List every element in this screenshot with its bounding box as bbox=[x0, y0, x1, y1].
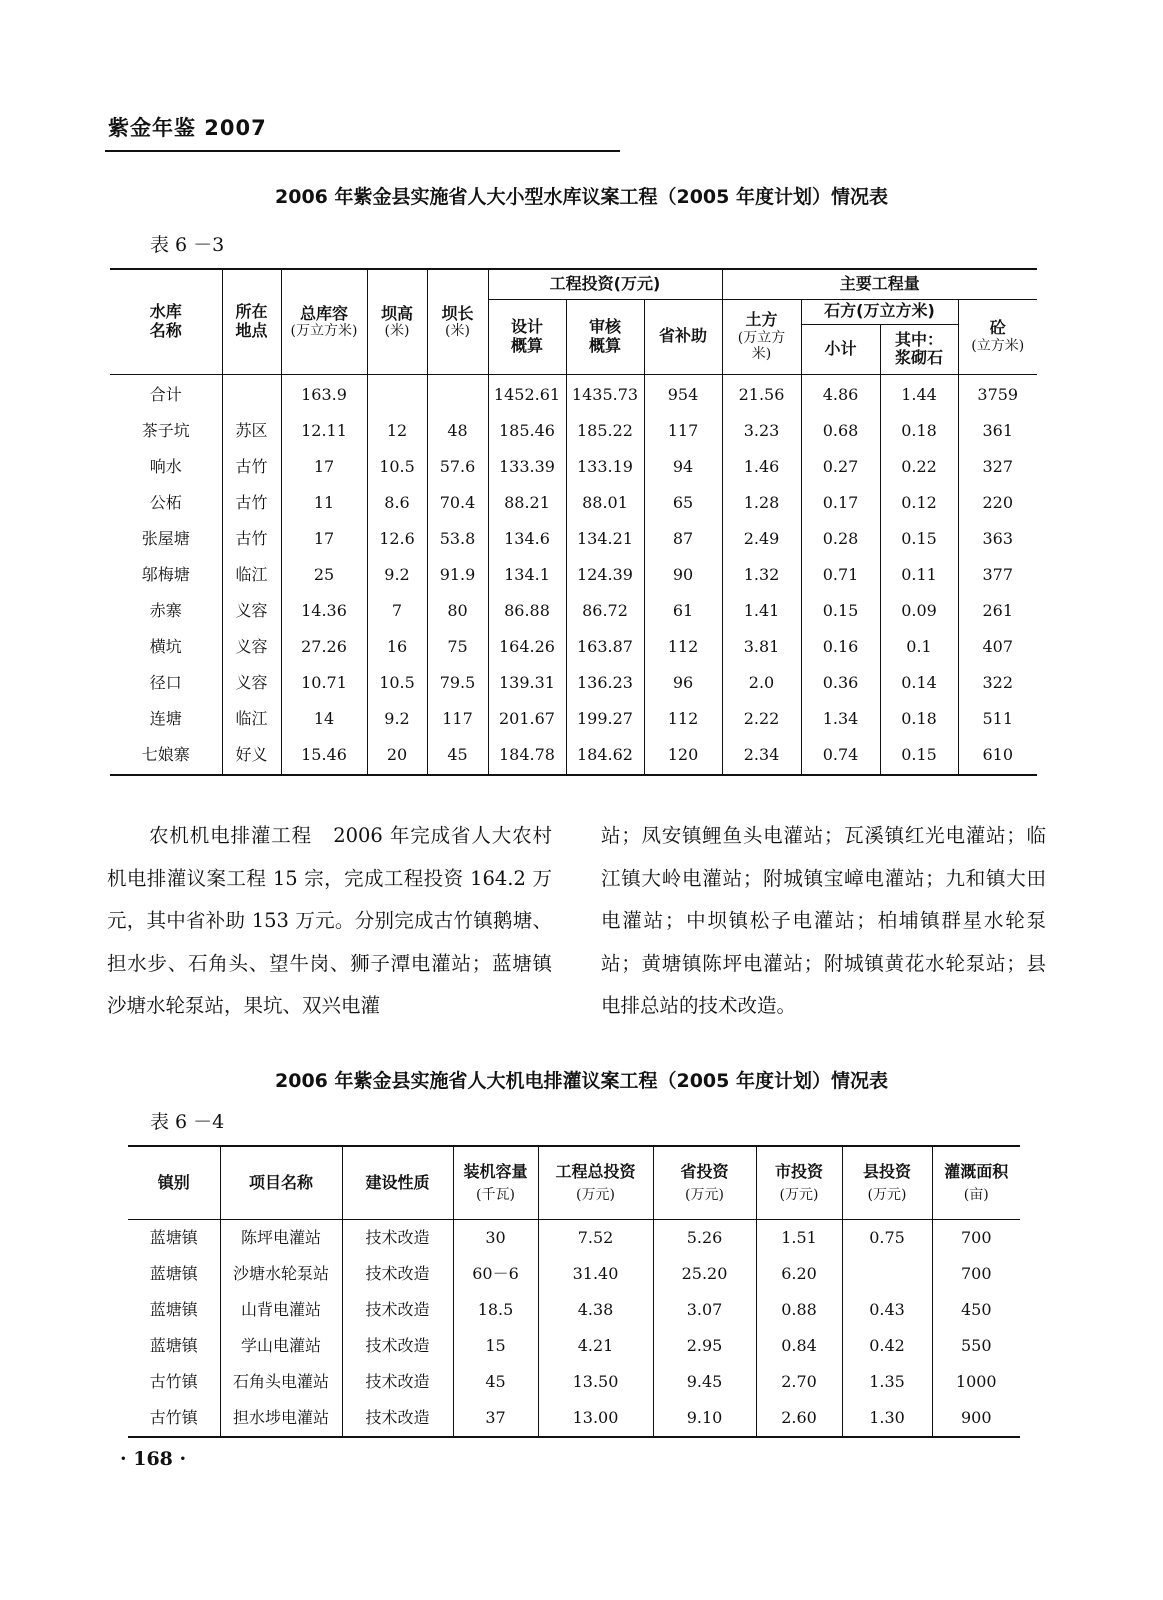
table-cell: 2.0 bbox=[722, 666, 801, 702]
table-cell: 363 bbox=[982, 529, 1014, 549]
table-cell: 2.70 bbox=[756, 1364, 842, 1400]
table-cell: 径口 bbox=[110, 666, 222, 702]
table-cell: 2.49 bbox=[722, 522, 801, 558]
table-cell: 3759 bbox=[977, 385, 1019, 405]
table-cell: 12 bbox=[367, 414, 427, 450]
table-cell: 322 bbox=[982, 673, 1014, 693]
table-cell: 11 bbox=[281, 486, 367, 522]
table-cell: 0.28 bbox=[801, 522, 880, 558]
table-cell: 45 bbox=[453, 1364, 538, 1400]
table-cell: 25.20 bbox=[653, 1256, 756, 1292]
table-cell: 4.21 bbox=[538, 1328, 653, 1364]
table-cell: 61 bbox=[644, 594, 722, 630]
table-cell: 185.46 bbox=[488, 414, 566, 450]
table-cell: 134.6 bbox=[488, 522, 566, 558]
table-cell: 37 bbox=[453, 1400, 538, 1437]
table-cell: 1.35 bbox=[842, 1364, 932, 1400]
table-cell: 377 bbox=[982, 565, 1014, 585]
table-cell: 511 bbox=[982, 709, 1014, 729]
table-cell: 0.43 bbox=[842, 1292, 932, 1328]
table-cell: 0.1 bbox=[880, 630, 958, 666]
table-cell: 技术改造 bbox=[342, 1400, 453, 1437]
table-cell: 88.01 bbox=[566, 486, 644, 522]
table-cell: 88.21 bbox=[488, 486, 566, 522]
table-cell: 31.40 bbox=[538, 1256, 653, 1292]
table-cell: 8.6 bbox=[367, 486, 427, 522]
col-header-stone-subtotal: 小计 bbox=[801, 324, 880, 374]
table-cell: 蓝塘镇 bbox=[128, 1220, 220, 1257]
table-cell: 1.30 bbox=[842, 1400, 932, 1437]
table-cell: 327 bbox=[982, 457, 1014, 477]
table-row bbox=[110, 702, 1037, 738]
table-cell: 0.15 bbox=[801, 594, 880, 630]
table-cell: 201.67 bbox=[488, 702, 566, 738]
running-header: 紫金年鉴 2007 bbox=[108, 116, 267, 140]
table-cell: 0.22 bbox=[880, 450, 958, 486]
col-header-capacity: 总库容 (万立方米) bbox=[281, 269, 367, 374]
table-cell: 赤寨 bbox=[110, 594, 222, 630]
table-cell: 邬梅塘 bbox=[110, 558, 222, 594]
table-cell: 0.42 bbox=[842, 1328, 932, 1364]
col-header-dam-length: 坝长 (米) bbox=[427, 269, 488, 374]
table-row bbox=[110, 414, 1037, 450]
col-header: 省投资 (万元) bbox=[653, 1146, 756, 1220]
table-cell: 0.16 bbox=[801, 630, 880, 666]
table-cell: 0.18 bbox=[880, 702, 958, 738]
table-cell: 164.26 bbox=[488, 630, 566, 666]
table-cell: 古竹 bbox=[222, 522, 281, 558]
table-cell: 临江 bbox=[222, 558, 281, 594]
irrigation-table-header bbox=[128, 1146, 1020, 1220]
table-cell: 9.45 bbox=[653, 1364, 756, 1400]
table-cell: 133.39 bbox=[488, 450, 566, 486]
table-cell: 0.18 bbox=[880, 414, 958, 450]
col-header: 镇别 bbox=[128, 1146, 220, 1220]
table-row bbox=[128, 1292, 1020, 1328]
table-row bbox=[110, 666, 1037, 702]
table-cell: 134.1 bbox=[488, 558, 566, 594]
table-cell: 15.46 bbox=[281, 738, 367, 775]
table-cell: 0.68 bbox=[801, 414, 880, 450]
table-cell: 550 bbox=[960, 1335, 992, 1355]
table-cell: 0.15 bbox=[880, 522, 958, 558]
table-cell: 山背电灌站 bbox=[220, 1292, 342, 1328]
table-cell: 133.19 bbox=[566, 450, 644, 486]
table-cell: 沙塘水轮泵站 bbox=[220, 1256, 342, 1292]
table-cell: 临江 bbox=[222, 702, 281, 738]
col-header-design-estimate: 设计概算 bbox=[488, 299, 566, 374]
table-cell: 9.2 bbox=[367, 558, 427, 594]
col-header-stone-masonry: 其中：浆砌石 bbox=[880, 324, 958, 374]
table-row bbox=[110, 486, 1037, 522]
col-group-quantities: 主要工程量 bbox=[722, 269, 1037, 299]
table-cell: 10.5 bbox=[367, 450, 427, 486]
table-cell: 义容 bbox=[222, 630, 281, 666]
table-row bbox=[128, 1220, 1020, 1257]
table-cell: 0.84 bbox=[756, 1328, 842, 1364]
table-cell: 0.09 bbox=[880, 594, 958, 630]
table-cell: 1.44 bbox=[880, 374, 958, 414]
table-cell: 技术改造 bbox=[342, 1292, 453, 1328]
table-cell: 14 bbox=[281, 702, 367, 738]
table-cell: 610 bbox=[982, 745, 1014, 765]
col-header: 县投资 (万元) bbox=[842, 1146, 932, 1220]
col-header-province-subsidy: 省补助 bbox=[644, 299, 722, 374]
table-cell: 陈坪电灌站 bbox=[220, 1220, 342, 1257]
col-header-audit-estimate: 审核概算 bbox=[566, 299, 644, 374]
table-cell: 0.17 bbox=[801, 486, 880, 522]
col-header-name: 水库名称 bbox=[110, 269, 222, 374]
table-cell: 220 bbox=[982, 493, 1014, 513]
table-cell: 700 bbox=[960, 1263, 992, 1283]
table-cell: 60－6 bbox=[453, 1256, 538, 1292]
col-header-dam-height: 坝高 (米) bbox=[367, 269, 427, 374]
table-cell: 15 bbox=[453, 1328, 538, 1364]
table-cell: 担水埗电灌站 bbox=[220, 1400, 342, 1437]
table-cell: 86.72 bbox=[566, 594, 644, 630]
table-cell: 57.6 bbox=[427, 450, 488, 486]
table-cell: 80 bbox=[427, 594, 488, 630]
paragraph-right: 站；凤安镇鲤鱼头电灌站；瓦溪镇红光电灌站；临江镇大岭电灌站；附城镇宝嶂电灌站；九和镇大田电灌站；中坝镇松子电灌站；柏埔镇群星水轮泵站；黄塘镇陈坪电灌站；附城镇黄花水轮泵站；县电排总站的技术改造。 bbox=[601, 824, 1046, 1017]
table2-title: 2006 年紫金县实施省人大机电排灌议案工程（2005 年度计划）情况表 bbox=[275, 1070, 888, 1092]
table-cell: 合计 bbox=[110, 374, 222, 414]
table-cell bbox=[367, 374, 427, 414]
table-cell: 450 bbox=[960, 1299, 992, 1319]
table-cell: 七娘寨 bbox=[110, 738, 222, 775]
table-cell: 1.28 bbox=[722, 486, 801, 522]
table-cell: 0.88 bbox=[756, 1292, 842, 1328]
table-cell: 1.51 bbox=[756, 1220, 842, 1257]
table-cell: 6.20 bbox=[756, 1256, 842, 1292]
table-cell: 10.5 bbox=[367, 666, 427, 702]
table-cell: 136.23 bbox=[566, 666, 644, 702]
table-cell: 3.23 bbox=[722, 414, 801, 450]
table-cell: 7 bbox=[367, 594, 427, 630]
table-cell: 2.60 bbox=[756, 1400, 842, 1437]
table-cell: 0.11 bbox=[880, 558, 958, 594]
table-cell bbox=[842, 1256, 932, 1292]
table-cell: 4.86 bbox=[801, 374, 880, 414]
table-cell: 94 bbox=[644, 450, 722, 486]
table-cell: 45 bbox=[427, 738, 488, 775]
table-row bbox=[110, 450, 1037, 486]
table-cell bbox=[427, 374, 488, 414]
table-cell: 700 bbox=[960, 1227, 992, 1247]
table-cell: 技术改造 bbox=[342, 1328, 453, 1364]
table-row bbox=[110, 558, 1037, 594]
table1-title: 2006 年紫金县实施省人大小型水库议案工程（2005 年度计划）情况表 bbox=[275, 186, 888, 208]
table-cell: 9.10 bbox=[653, 1400, 756, 1437]
table-cell: 公柘 bbox=[110, 486, 222, 522]
table-cell: 86.88 bbox=[488, 594, 566, 630]
table-cell: 0.12 bbox=[880, 486, 958, 522]
table-cell: 25 bbox=[281, 558, 367, 594]
table-cell: 茶子坑 bbox=[110, 414, 222, 450]
table-cell: 139.31 bbox=[488, 666, 566, 702]
paragraph-left: 2006 年完成省人大农村机电排灌议案工程 15 宗，完成工程投资 164.2 万元，其中省补助 153 万元。分别完成古竹镇鹅塘、担水步、石角头、望牛岗、狮子潭电灌站；蓝塘镇沙塘水轮泵站，果坑、双兴电灌 bbox=[107, 824, 552, 1017]
table-cell: 75 bbox=[427, 630, 488, 666]
table-cell: 4.38 bbox=[538, 1292, 653, 1328]
table-cell: 5.26 bbox=[653, 1220, 756, 1257]
table-cell: 古竹镇 bbox=[128, 1364, 220, 1400]
table-cell: 横坑 bbox=[110, 630, 222, 666]
table-cell: 112 bbox=[644, 702, 722, 738]
table-cell: 53.8 bbox=[427, 522, 488, 558]
table-cell: 91.9 bbox=[427, 558, 488, 594]
table-cell: 17 bbox=[281, 450, 367, 486]
table-cell: 2.22 bbox=[722, 702, 801, 738]
col-header: 工程总投资 (万元) bbox=[538, 1146, 653, 1220]
table-cell: 79.5 bbox=[427, 666, 488, 702]
col-header-location: 所在地点 bbox=[222, 269, 281, 374]
table-cell: 0.15 bbox=[880, 738, 958, 775]
table-cell: 0.27 bbox=[801, 450, 880, 486]
table-cell: 1.41 bbox=[722, 594, 801, 630]
table-cell: 96 bbox=[644, 666, 722, 702]
table-cell: 蓝塘镇 bbox=[128, 1292, 220, 1328]
table1-number: 表 6 －3 bbox=[150, 234, 225, 256]
table-row bbox=[110, 738, 1037, 775]
table-cell: 184.62 bbox=[566, 738, 644, 775]
table-row bbox=[128, 1400, 1020, 1437]
table-cell: 361 bbox=[982, 421, 1014, 441]
table-cell: 学山电灌站 bbox=[220, 1328, 342, 1364]
table-cell: 112 bbox=[644, 630, 722, 666]
table-cell: 0.36 bbox=[801, 666, 880, 702]
table-cell: 163.9 bbox=[281, 374, 367, 414]
table-cell: 124.39 bbox=[566, 558, 644, 594]
table-row bbox=[110, 594, 1037, 630]
body-text-right bbox=[601, 815, 1046, 1028]
table-cell: 古竹镇 bbox=[128, 1400, 220, 1437]
table-row bbox=[128, 1256, 1020, 1292]
col-header-concrete: 砼 (立方米) bbox=[958, 299, 1037, 374]
table-cell: 117 bbox=[427, 702, 488, 738]
col-header: 建设性质 bbox=[342, 1146, 453, 1220]
table-cell: 响水 bbox=[110, 450, 222, 486]
table-cell bbox=[222, 374, 281, 414]
col-header: 市投资 (万元) bbox=[756, 1146, 842, 1220]
table-cell: 10.71 bbox=[281, 666, 367, 702]
col-header-earthwork: 土方 (万立方米) bbox=[722, 299, 801, 374]
col-header: 项目名称 bbox=[220, 1146, 342, 1220]
table-cell: 65 bbox=[644, 486, 722, 522]
table-cell: 好义 bbox=[222, 738, 281, 775]
table-cell: 连塘 bbox=[110, 702, 222, 738]
table-row bbox=[128, 1364, 1020, 1400]
table-cell: 20 bbox=[367, 738, 427, 775]
table-cell: 184.78 bbox=[488, 738, 566, 775]
table-cell: 0.74 bbox=[801, 738, 880, 775]
table-cell: 1000 bbox=[955, 1371, 997, 1391]
table-cell: 261 bbox=[982, 601, 1014, 621]
col-header: 灌溉面积 (亩) bbox=[932, 1146, 1020, 1220]
table-cell: 407 bbox=[982, 637, 1014, 657]
table-cell: 义容 bbox=[222, 666, 281, 702]
table-cell: 义容 bbox=[222, 594, 281, 630]
table-cell: 古竹 bbox=[222, 486, 281, 522]
irrigation-table bbox=[128, 1145, 1020, 1438]
table-cell: 12.11 bbox=[281, 414, 367, 450]
table-cell: 0.14 bbox=[880, 666, 958, 702]
table-cell: 2.95 bbox=[653, 1328, 756, 1364]
table-cell: 900 bbox=[960, 1407, 992, 1427]
section-heading: 农机机电排灌工程 bbox=[149, 824, 312, 847]
table-cell: 90 bbox=[644, 558, 722, 594]
table-cell: 27.26 bbox=[281, 630, 367, 666]
table-cell: 163.87 bbox=[566, 630, 644, 666]
table-cell: 117 bbox=[644, 414, 722, 450]
table-cell: 技术改造 bbox=[342, 1256, 453, 1292]
table-cell: 14.36 bbox=[281, 594, 367, 630]
table-cell: 3.07 bbox=[653, 1292, 756, 1328]
table-cell: 185.22 bbox=[566, 414, 644, 450]
table-cell: 2.34 bbox=[722, 738, 801, 775]
table-cell: 954 bbox=[644, 374, 722, 414]
table-cell: 7.52 bbox=[538, 1220, 653, 1257]
table-cell: 70.4 bbox=[427, 486, 488, 522]
table-cell: 1452.61 bbox=[488, 374, 566, 414]
table-cell: 1.34 bbox=[801, 702, 880, 738]
table-cell: 1435.73 bbox=[566, 374, 644, 414]
table-row bbox=[110, 630, 1037, 666]
page-number: · 168 · bbox=[120, 1448, 187, 1470]
table-cell: 87 bbox=[644, 522, 722, 558]
body-text-left bbox=[107, 815, 552, 1028]
col-header: 装机容量 (千瓦) bbox=[453, 1146, 538, 1220]
reservoir-table-body bbox=[110, 374, 1037, 775]
table-cell: 技术改造 bbox=[342, 1364, 453, 1400]
table-cell: 16 bbox=[367, 630, 427, 666]
table-row bbox=[128, 1328, 1020, 1364]
table-cell: 30 bbox=[453, 1220, 538, 1257]
table-cell: 199.27 bbox=[566, 702, 644, 738]
table-cell: 18.5 bbox=[453, 1292, 538, 1328]
table-cell: 134.21 bbox=[566, 522, 644, 558]
table-cell: 1.32 bbox=[722, 558, 801, 594]
table-cell: 1.46 bbox=[722, 450, 801, 486]
table-cell: 张屋塘 bbox=[110, 522, 222, 558]
table-row bbox=[110, 374, 1037, 414]
table-cell: 13.00 bbox=[538, 1400, 653, 1437]
table-cell: 3.81 bbox=[722, 630, 801, 666]
table-cell: 13.50 bbox=[538, 1364, 653, 1400]
table2-number: 表 6 －4 bbox=[150, 1111, 225, 1133]
col-group-stonework: 石方(万立方米) bbox=[801, 299, 958, 324]
table-cell: 21.56 bbox=[722, 374, 801, 414]
table-cell: 17 bbox=[281, 522, 367, 558]
table-cell: 石角头电灌站 bbox=[220, 1364, 342, 1400]
table-cell: 蓝塘镇 bbox=[128, 1328, 220, 1364]
table-cell: 蓝塘镇 bbox=[128, 1256, 220, 1292]
table-cell: 技术改造 bbox=[342, 1220, 453, 1257]
table-cell: 0.75 bbox=[842, 1220, 932, 1257]
irrigation-table-body bbox=[128, 1220, 1020, 1438]
table-row bbox=[110, 522, 1037, 558]
table-cell: 48 bbox=[427, 414, 488, 450]
table-cell: 120 bbox=[644, 738, 722, 775]
table-cell: 12.6 bbox=[367, 522, 427, 558]
table-cell: 苏区 bbox=[222, 414, 281, 450]
table-cell: 0.71 bbox=[801, 558, 880, 594]
header-rule bbox=[105, 150, 620, 152]
table-cell: 9.2 bbox=[367, 702, 427, 738]
table-cell: 古竹 bbox=[222, 450, 281, 486]
col-group-investment: 工程投资(万元) bbox=[488, 269, 722, 299]
reservoir-table bbox=[110, 268, 1037, 776]
